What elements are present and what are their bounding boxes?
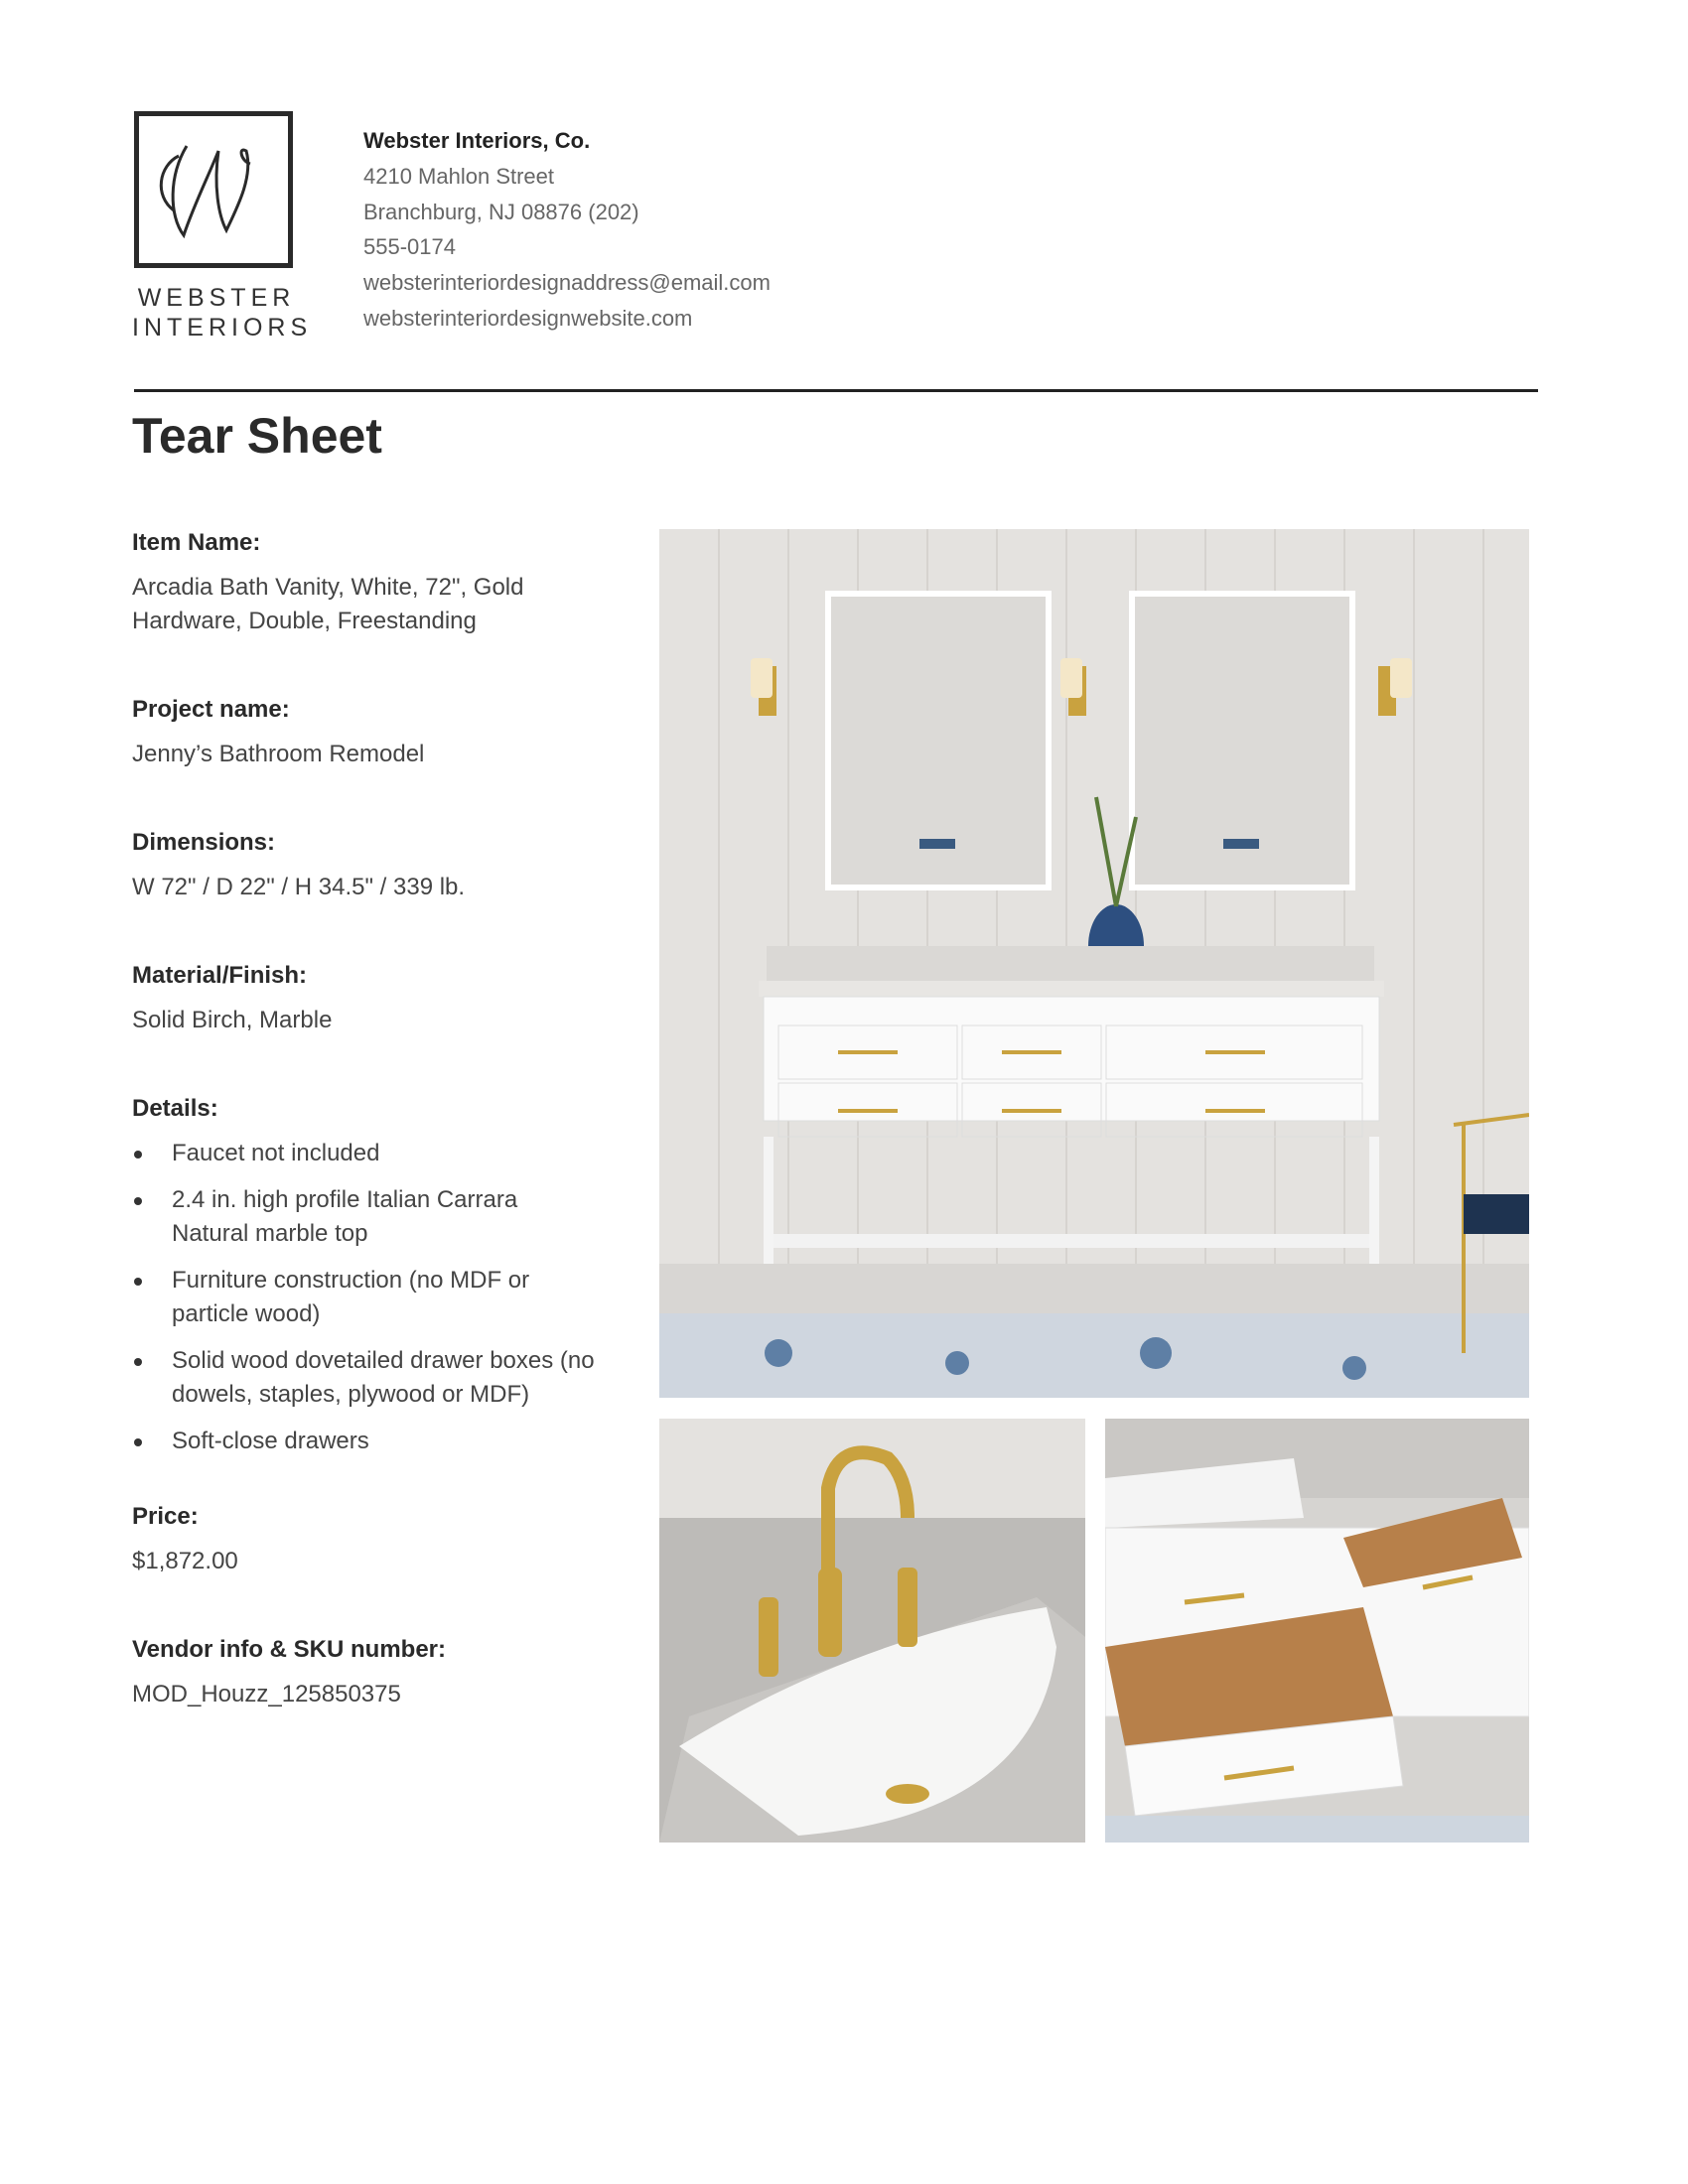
- price-label: Price:: [132, 1503, 199, 1530]
- script-w-logo-icon: [139, 116, 288, 263]
- vendor-label: Vendor info & SKU number:: [132, 1636, 447, 1663]
- address-line: 4210 Mahlon Street: [363, 163, 555, 189]
- project-name-label: Project name:: [132, 696, 290, 723]
- logo-word-webster: WEBSTER: [137, 284, 296, 312]
- detail-item: Solid wood dovetailed drawer boxes (no dowels, staples, plywood or MDF): [132, 1344, 629, 1412]
- material-label: Material/Finish:: [132, 962, 308, 989]
- address-line: 555-0174: [363, 234, 456, 260]
- dimensions-label: Dimensions:: [132, 829, 276, 856]
- logo-mark: [134, 111, 293, 268]
- page-title: Tear Sheet: [132, 408, 382, 464]
- vendor-value: MOD_Houzz_125850375: [132, 1681, 401, 1707]
- company-email[interactable]: websterinteriordesignaddress@email.com: [363, 270, 771, 296]
- company-website[interactable]: websterinteriordesignwebsite.com: [363, 305, 693, 331]
- address-line: Branchburg, NJ 08876 (202): [363, 199, 639, 224]
- item-name-label: Item Name:: [132, 529, 261, 556]
- header-divider: [134, 389, 1538, 392]
- detail-item: Soft-close drawers: [132, 1425, 629, 1458]
- item-details: [132, 526, 629, 1766]
- project-name-value: Jenny’s Bathroom Remodel: [132, 741, 425, 767]
- faucet-detail-photo: [659, 1419, 1085, 1843]
- detail-item: Furniture construction (no MDF or particle wood): [132, 1264, 589, 1331]
- material-value: Solid Birch, Marble: [132, 1007, 333, 1033]
- details-list: [132, 1137, 629, 1458]
- details-label: Details:: [132, 1095, 218, 1122]
- dimensions-value: W 72" / D 22" / H 34.5" / 339 lb.: [132, 874, 466, 900]
- detail-item: Faucet not included: [132, 1137, 629, 1170]
- company-name: Webster Interiors, Co.: [363, 128, 591, 153]
- logo-word-interiors: INTERIORS: [132, 314, 313, 341]
- detail-item: 2.4 in. high profile Italian Carrara Natural marble top: [132, 1183, 569, 1251]
- main-product-photo: [659, 529, 1529, 1398]
- item-name-value: Arcadia Bath Vanity, White, 72", Gold Hardware, Double, Freestanding: [132, 574, 524, 634]
- company-info: [363, 123, 771, 337]
- price-value: $1,872.00: [132, 1548, 238, 1574]
- drawer-detail-photo: [1105, 1419, 1529, 1843]
